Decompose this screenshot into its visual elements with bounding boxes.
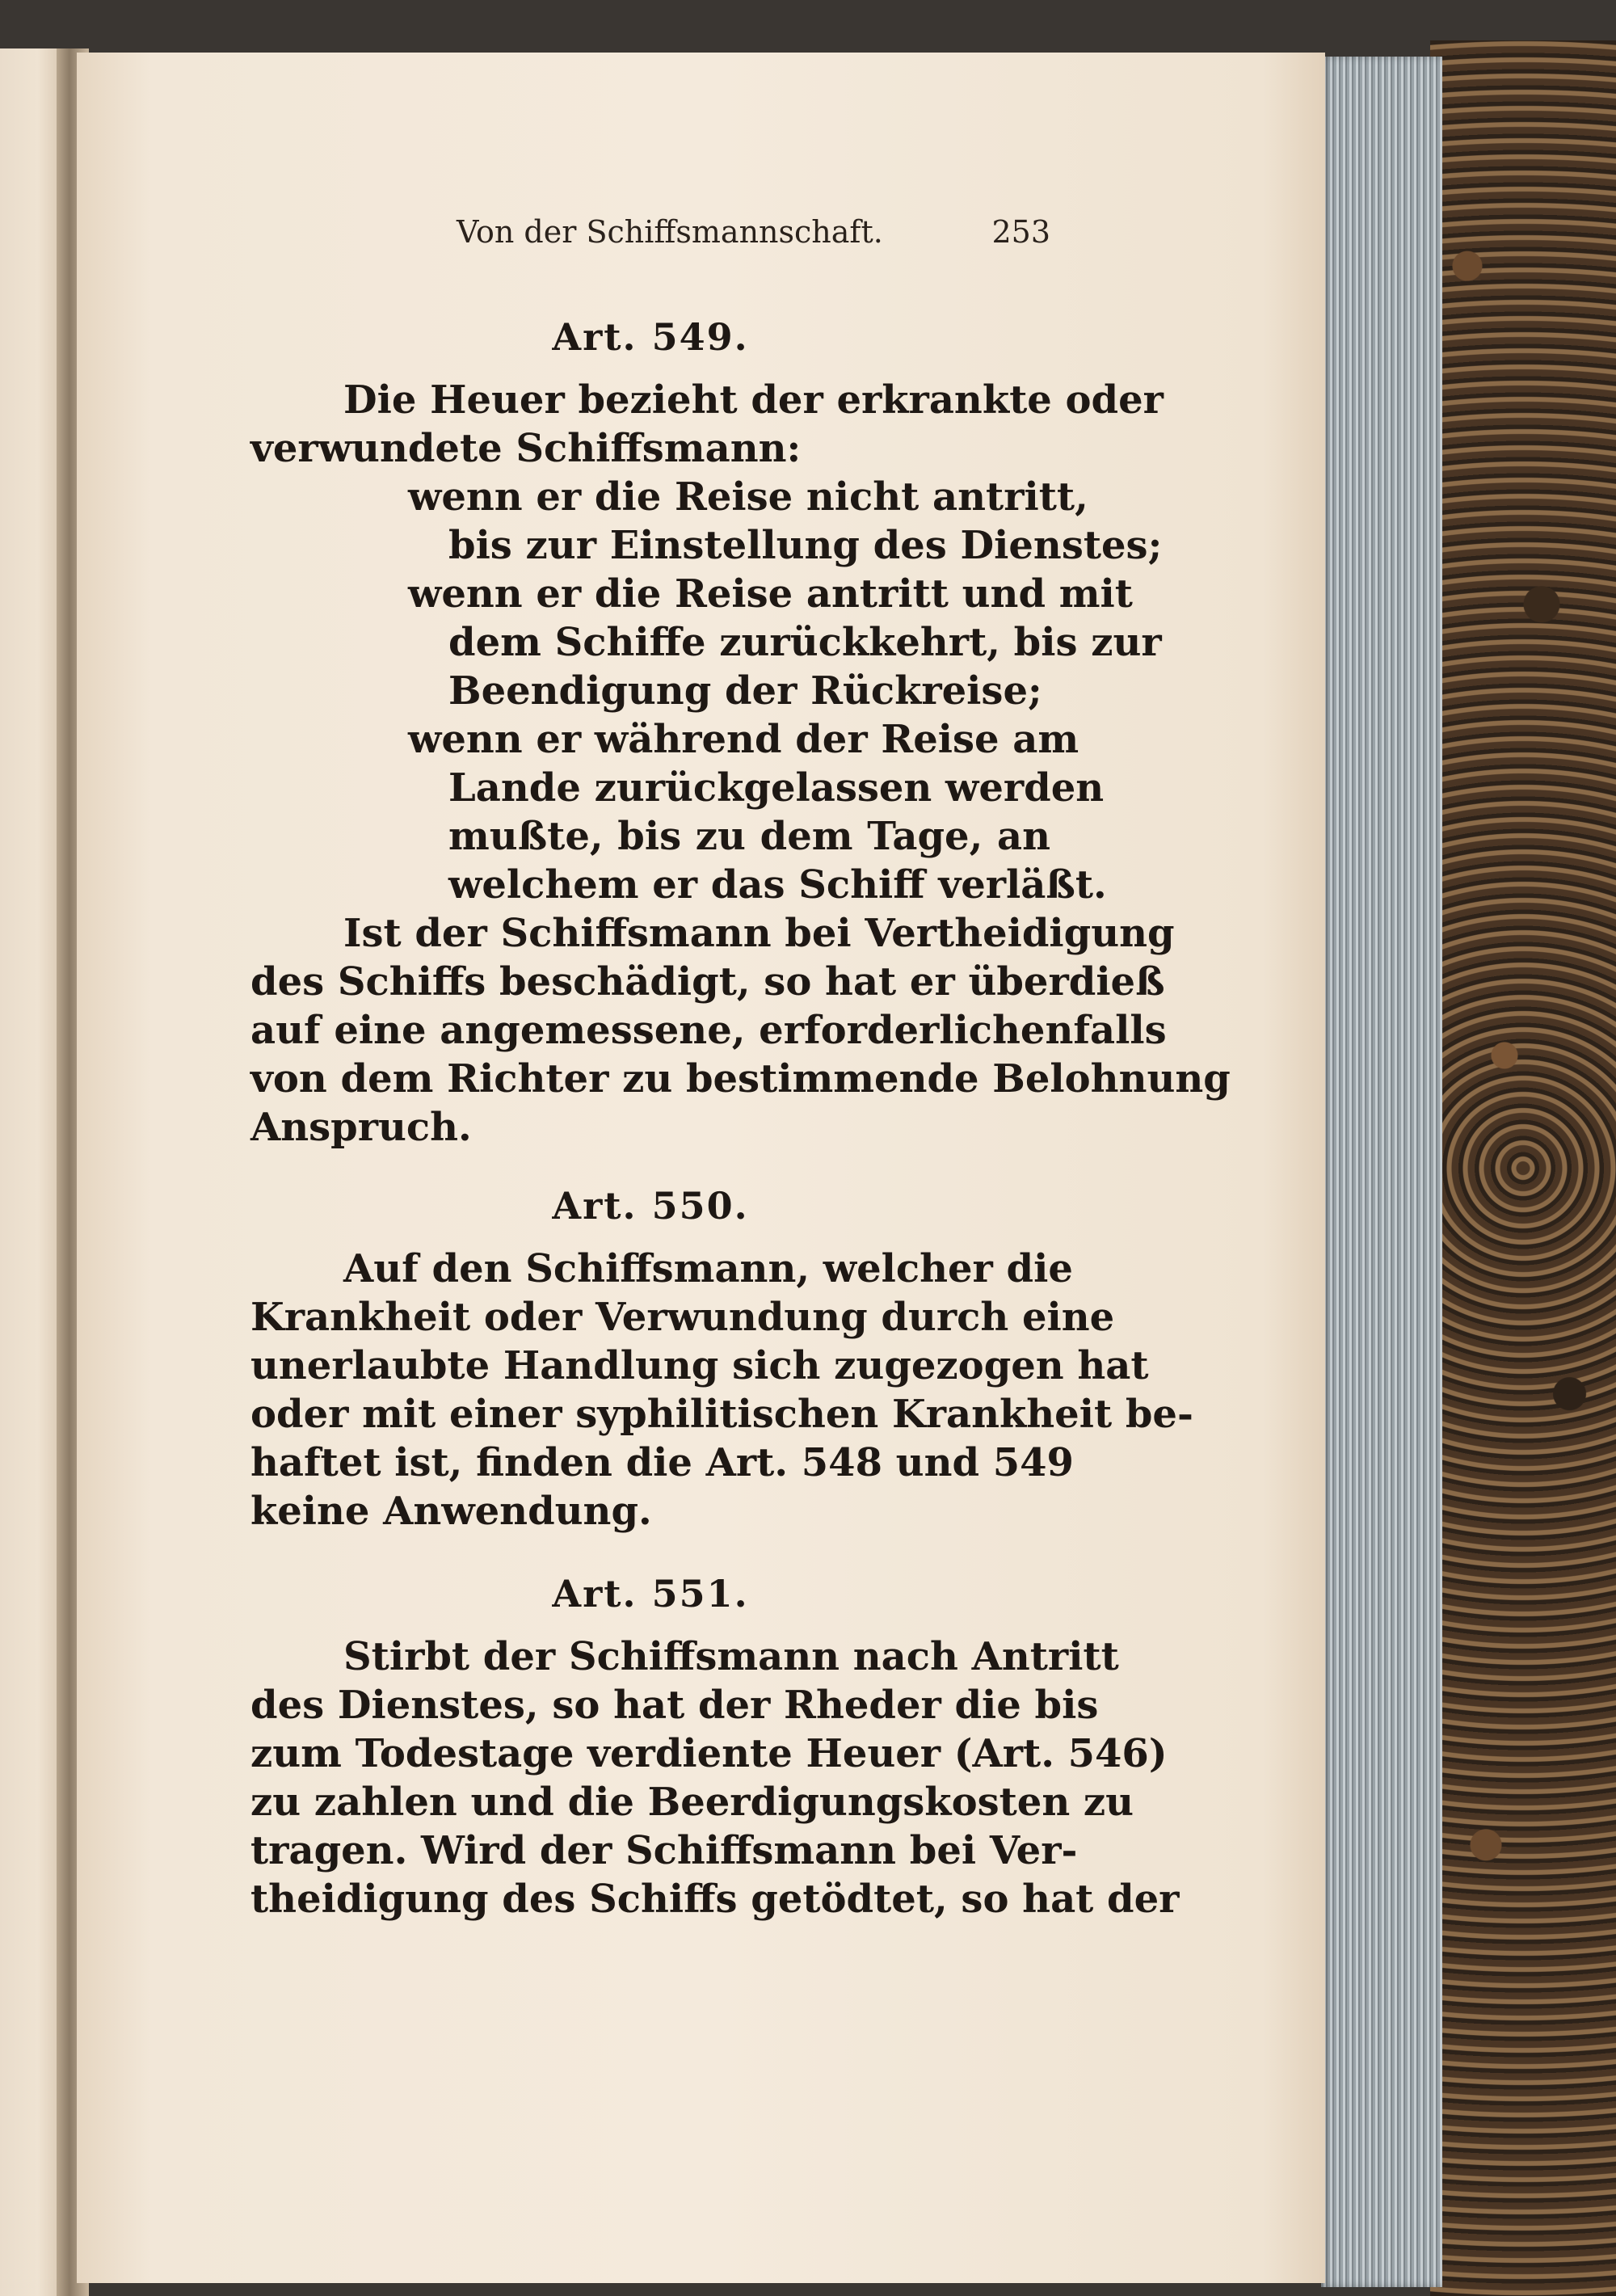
left-facing-page [0, 48, 63, 2296]
article-549-line: auf eine angemessene, erforderlichenfalls [250, 1008, 1167, 1053]
article-550-line: Krankheit oder Verwundung durch eine [250, 1295, 1115, 1340]
article-549-line: Beendigung der Rückreise; [448, 668, 1042, 714]
article-549-line: bis zur Einstellung des Dienstes; [448, 523, 1163, 568]
book-page [77, 53, 1325, 2283]
page-number: 253 [991, 214, 1050, 250]
article-550-line: haftet ist, finden die Art. 548 und 549 [250, 1440, 1074, 1485]
page-edges [1321, 57, 1442, 2287]
article-551-line: tragen. Wird der Schiffsmann bei Ver- [250, 1828, 1078, 1873]
running-head [376, 214, 1050, 279]
article-549-line: wenn er während der Reise am [408, 717, 1079, 762]
article-551-line: Stirbt der Schiffsmann nach Antritt [343, 1634, 1119, 1679]
article-549-line: Lande zurückgelassen werden [448, 765, 1105, 811]
article-549-heading: Art. 549. [552, 315, 749, 359]
article-549-line: Anspruch. [250, 1105, 472, 1150]
article-550-heading: Art. 550. [552, 1184, 749, 1228]
article-549-line: welchem er das Schiff verläßt. [448, 862, 1107, 908]
article-549-line: Die Heuer bezieht der erkrankte oder [343, 377, 1164, 423]
article-549-line: Ist der Schiffsmann bei Vertheidigung [343, 911, 1175, 956]
running-head-title: Von der Schiffsmannschaft. [457, 214, 883, 250]
marbled-cover-edge [1430, 40, 1616, 2296]
article-550-line: oder mit einer syphilitischen Krankheit be- [250, 1392, 1193, 1437]
article-550-line: keine Anwendung. [250, 1489, 652, 1534]
article-549-line: dem Schiffe zurückkehrt, bis zur [448, 620, 1162, 665]
article-549-line: von dem Richter zu bestimmende Belohnung [250, 1056, 1231, 1102]
article-551-heading: Art. 551. [552, 1572, 749, 1616]
article-550-line: unerlaubte Handlung sich zugezogen hat [250, 1343, 1149, 1388]
article-549-line: verwundete Schiffsmann: [250, 426, 802, 471]
article-549-line: des Schiffs beschädigt, so hat er überdieß [250, 959, 1165, 1005]
article-551-line: des Dienstes, so hat der Rheder die bis [250, 1683, 1099, 1728]
article-549-line: wenn er die Reise antritt und mit [408, 571, 1133, 617]
article-550-line: Auf den Schiffsmann, welcher die [343, 1246, 1073, 1291]
article-551-line: zum Todestage verdiente Heuer (Art. 546) [250, 1731, 1168, 1776]
article-551-line: theidigung des Schiffs getödtet, so hat der [250, 1877, 1180, 1922]
article-551-line: zu zahlen und die Beerdigungskosten zu [250, 1780, 1134, 1825]
article-549-line: mußte, bis zu dem Tage, an [448, 814, 1050, 859]
article-549-line: wenn er die Reise nicht antritt, [408, 474, 1088, 520]
